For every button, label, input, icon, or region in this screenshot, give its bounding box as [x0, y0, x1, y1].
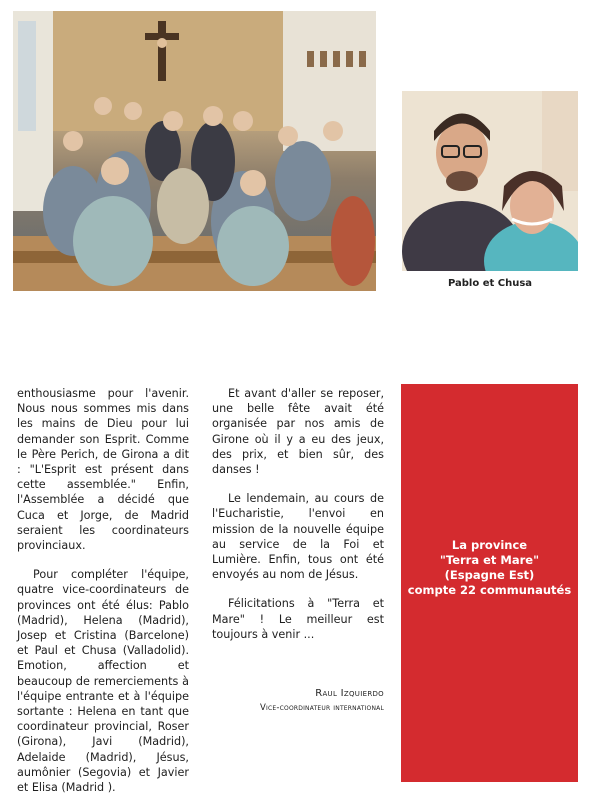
highlight-text [408, 538, 571, 598]
author-role: Vice-coordinateur international [260, 703, 384, 713]
highlight-line: "Terra et Mare" [439, 553, 540, 567]
article-column-right [212, 386, 384, 656]
highlight-line: compte 22 communautés [407, 583, 572, 597]
highlight-box [401, 384, 578, 782]
group-photo-illustration [13, 11, 376, 291]
photo-caption: Pablo et Chusa [447, 278, 533, 289]
article-paragraph: Le lendemain, au cours de l'Eucharistie, l'envoi en mission de la nouvelle équipe au service de la Foi et Lumière. Enfin, tous ont été envoyés au nom de Jésus. [212, 492, 384, 582]
article-paragraph: Pour compléter l'équipe, quatre vice-coordinateurs de provinces ont été élus: Pablo (Madrid), Helena (Madrid), Josep et Cristina (Barcelone) et Paul et Chusa (Valladolid). Emotion, affection et beaucoup de remerciements à l'équipe entrante et à l'équipe sortante : Helena en tant que coordinateur provincial, Roser (Girona), Javi (Madrid), Adelaide (Madrid), Jésus, aumônier (Segovia) et Javier et Elisa (Madrid ). [17, 568, 189, 795]
group-photo [13, 11, 376, 291]
author-name: Raul Izquierdo [315, 688, 384, 699]
highlight-line: (Espagne Est) [444, 568, 535, 582]
article-paragraph: Félicitations à "Terra et Mare" ! Le meilleur est toujours à venir ... [212, 597, 384, 641]
portrait-photo [402, 91, 578, 271]
article-paragraph: enthousiasme pour l'avenir. Nous nous sommes mis dans les mains de Dieu pour lui demander son Esprit. Comme le Père Perich, de Girona a dit : "L'Esprit est présent dans cette assemblée." Enfin, l'Assemblée a décidé que Cuca et Jorge, de Madrid seraient les coordinateurs provinciaux. [17, 387, 189, 553]
article-column-left [17, 386, 189, 809]
highlight-line: La province [451, 538, 528, 552]
article-paragraph: Et avant d'aller se reposer, une belle fête avait été organisée par nos amis de Girone où il y a eu des jeux, des prix, et bien sûr, des danses ! [212, 387, 384, 477]
portrait-photo-illustration [402, 91, 578, 271]
